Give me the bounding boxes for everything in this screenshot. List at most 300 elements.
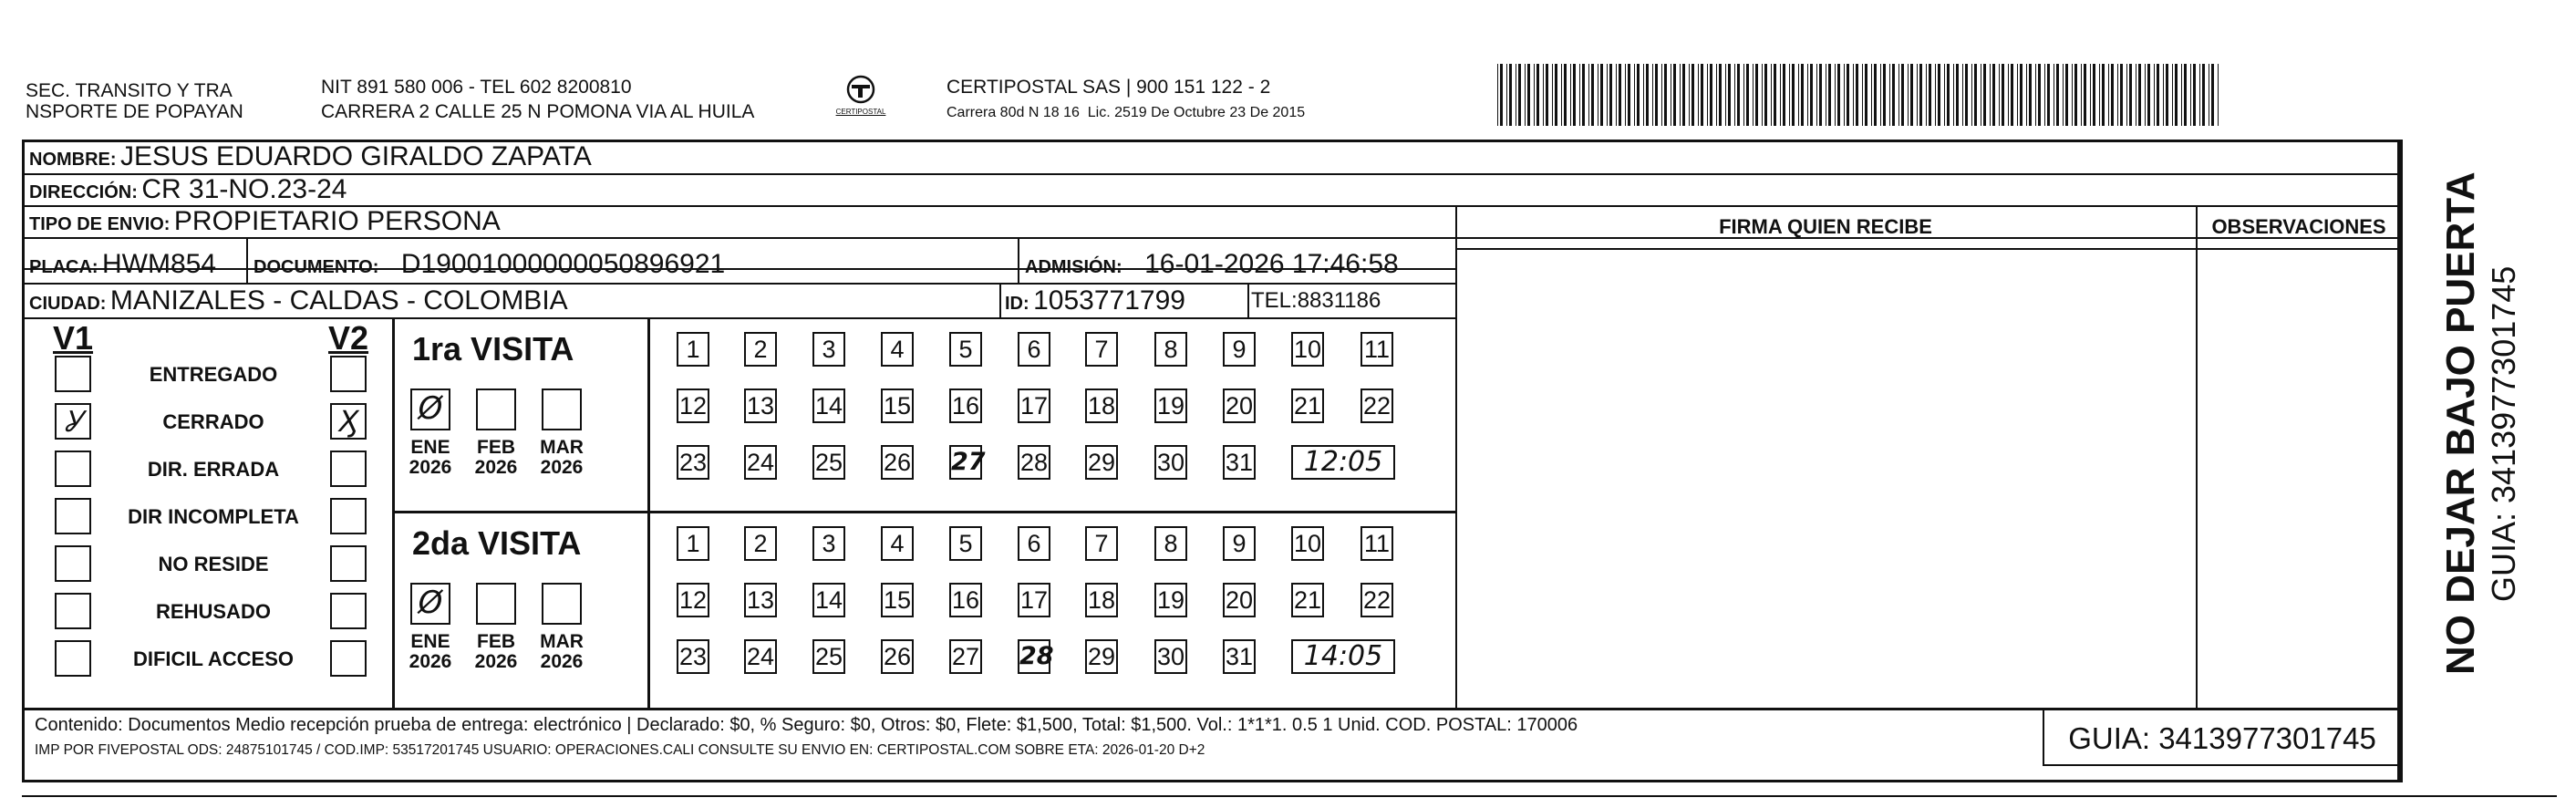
barcode-bar	[1874, 64, 1877, 126]
barcode-bar	[1570, 64, 1571, 126]
day-box[interactable]: 8	[1154, 526, 1187, 561]
day-box[interactable]: 9	[1223, 332, 1256, 367]
v1-checkbox[interactable]	[55, 451, 91, 487]
barcode-bar	[1743, 64, 1744, 126]
barcode-bar	[1543, 64, 1544, 126]
barcode-bar	[2157, 64, 2159, 126]
barcode-bar	[1661, 64, 1662, 126]
day-box[interactable]: 17	[1018, 388, 1050, 423]
placa-value: HWM854	[102, 249, 217, 279]
barcode-bar	[1652, 64, 1653, 126]
barcode-bar	[2063, 64, 2064, 126]
barcode-bar	[1880, 64, 1881, 126]
direccion-row	[29, 174, 347, 205]
month-name: MAR	[540, 437, 584, 458]
barcode-bar	[2044, 64, 2045, 126]
barcode-bar	[1734, 64, 1735, 126]
barcode-bar	[1698, 64, 1699, 126]
barcode-bar	[1810, 64, 1813, 126]
day-box[interactable]: 4	[881, 526, 914, 561]
barcode-bar	[1573, 64, 1576, 126]
barcode-bar	[2117, 64, 2118, 126]
month-checkbox[interactable]	[542, 583, 582, 625]
barcode-bar	[1546, 64, 1548, 126]
sender-nit: NIT 891 580 006 - TEL 602 8200810	[321, 77, 632, 98]
month-label	[534, 438, 589, 478]
barcode-bar	[1710, 64, 1712, 126]
direccion-label: DIRECCIÓN:	[29, 182, 138, 202]
barcode-bar	[1643, 64, 1644, 126]
month-checkbox[interactable]	[410, 583, 450, 625]
day-box[interactable]: 30	[1154, 445, 1187, 480]
day-box[interactable]: 16	[949, 388, 982, 423]
v2-checkbox[interactable]	[330, 403, 367, 440]
day-box[interactable]: 31	[1223, 639, 1256, 674]
barcode-bar	[2147, 64, 2150, 126]
barcode-bar	[1956, 64, 1959, 126]
barcode-bar	[2145, 64, 2146, 126]
barcode-bar	[2120, 64, 2123, 126]
day-box[interactable]: 5	[949, 332, 982, 367]
barcode-bar	[1753, 64, 1754, 126]
month-year: 2026	[474, 651, 518, 672]
checkmark-icon: Ø	[418, 585, 443, 621]
barcode-bar	[2093, 64, 2095, 126]
day-box[interactable]: 6	[1018, 332, 1050, 367]
barcode-bar	[1816, 64, 1817, 126]
barcode-bar	[2029, 64, 2032, 126]
admision-value: 16-01-2026 17:46:58	[1144, 249, 1399, 279]
month-name: MAR	[540, 631, 584, 652]
barcode-bar	[2056, 64, 2059, 126]
v1-checkbox[interactable]	[55, 403, 91, 440]
barcode-bar	[2102, 64, 2105, 126]
v2-checkbox[interactable]	[330, 451, 367, 487]
month-checkbox[interactable]	[410, 388, 450, 430]
day-box[interactable]: 4	[881, 332, 914, 367]
direccion-value: CR 31-NO.23-24	[141, 174, 347, 204]
barcode-bar	[2099, 64, 2100, 126]
barcode-bar	[1506, 64, 1507, 126]
day-box[interactable]: 2	[744, 526, 777, 561]
barcode-bar	[1728, 64, 1731, 126]
barcode-bar	[1755, 64, 1758, 126]
day-box[interactable]: 20	[1223, 388, 1256, 423]
status-label: DIFICIL ACCESO	[132, 647, 294, 670]
barcode-bar	[2108, 64, 2109, 126]
nombre-value: JESUS EDUARDO GIRALDO ZAPATA	[120, 141, 592, 171]
day-box[interactable]: 11	[1360, 526, 1393, 561]
month-checkbox[interactable]	[476, 583, 516, 625]
status-label: CERRADO	[162, 410, 264, 433]
day-box[interactable]: 25	[812, 445, 845, 480]
month-year: 2026	[540, 457, 584, 478]
v1-checkbox[interactable]	[55, 356, 91, 392]
barcode-bar	[1579, 64, 1580, 126]
barcode-bar	[2199, 64, 2200, 126]
month-name: ENE	[410, 437, 450, 458]
barcode-bar	[2166, 64, 2168, 126]
barcode-bar	[2111, 64, 2114, 126]
barcode-bar	[1853, 64, 1854, 126]
barcode-bar	[1582, 64, 1585, 126]
day-box[interactable]: 8	[1154, 332, 1187, 367]
ciudad-label: CIUDAD:	[29, 294, 107, 314]
day-box[interactable]: 3	[812, 526, 845, 561]
admision-field	[1025, 248, 1399, 281]
barcode-bar	[2218, 64, 2219, 126]
barcode-bar	[1862, 64, 1863, 126]
barcode-bar	[2138, 64, 2141, 126]
barcode-bar	[1625, 64, 1626, 126]
placa-label: PLACA:	[29, 257, 98, 277]
visit-title: 2da VISITA	[412, 524, 582, 562]
footer-contenido: Contenido: Documentos Medio recepción prueba de entrega: electrónico | Declarado: $0, % Seguro: $0, Otros: $0, Flete: $1,500, Total: $1,500. Vol.: 1*1*1. 0.5 1 Unid. COD. POSTAL: 170006	[35, 715, 1578, 735]
logo-text: CERTIPOSTAL	[835, 108, 886, 116]
barcode-bar	[1990, 64, 1991, 126]
ciudad-field	[29, 284, 568, 317]
tel-label: TEL:	[1251, 288, 1298, 313]
footer-imp: IMP POR FIVEPOSTAL ODS: 24875101745 / COD.IMP: 53517201745 USUARIO: OPERACIONES.CALI CONSULTE SU ENVIO EN: CERTIPOSTAL.COM SOBRE ETA: 2026-01-20 D+2	[35, 742, 1205, 758]
barcode-bar	[1634, 64, 1635, 126]
barcode-bar	[1664, 64, 1667, 126]
barcode-bar	[1926, 64, 1927, 126]
side-warning: NO DEJAR BAJO PUERTA	[2438, 171, 2483, 675]
day-box[interactable]: 16	[949, 583, 982, 617]
barcode-bar	[1871, 64, 1872, 126]
ciudad-value: MANIZALES - CALDAS - COLOMBIA	[109, 285, 568, 316]
barcode-bar	[2002, 64, 2004, 126]
barcode-bar	[1509, 64, 1512, 126]
month-label	[469, 438, 523, 478]
day-box[interactable]: 31	[1223, 445, 1256, 480]
day-box[interactable]: 15	[881, 583, 914, 617]
barcode	[1495, 64, 2225, 126]
barcode-bar	[1965, 64, 1968, 126]
barcode-bar	[1609, 64, 1612, 126]
barcode-bar	[1983, 64, 1986, 126]
month-label	[534, 632, 589, 672]
v1-checkbox[interactable]	[55, 545, 91, 582]
barcode-bar	[1591, 64, 1594, 126]
barcode-bar	[1929, 64, 1931, 126]
status-label: ENTREGADO	[149, 363, 278, 386]
barcode-bar	[1616, 64, 1617, 126]
day-box[interactable]: 21	[1291, 583, 1324, 617]
barcode-bar	[1892, 64, 1895, 126]
day-box[interactable]: 6	[1018, 526, 1050, 561]
status-label: REHUSADO	[156, 600, 271, 623]
day-box[interactable]: 2	[744, 332, 777, 367]
barcode-bar	[2011, 64, 2013, 126]
checkmark-icon: Ӽ	[338, 404, 358, 439]
barcode-bar	[2072, 64, 2073, 126]
month-year: 2026	[409, 457, 452, 478]
day-box[interactable]: 29	[1085, 639, 1118, 674]
barcode-bar	[1527, 64, 1530, 126]
month-label	[403, 632, 458, 672]
barcode-bar	[2081, 64, 2082, 126]
barcode-bar	[1619, 64, 1621, 126]
day-box[interactable]: 14	[812, 583, 845, 617]
day-box[interactable]: 20	[1223, 583, 1256, 617]
barcode-bar	[2038, 64, 2041, 126]
day-box[interactable]: 28	[1018, 639, 1050, 674]
status-label: DIR. ERRADA	[147, 458, 280, 481]
id-field	[1005, 284, 1185, 317]
day-box[interactable]: 9	[1223, 526, 1256, 561]
day-box[interactable]: 14	[812, 388, 845, 423]
observaciones-header: OBSERVACIONES	[2211, 215, 2386, 238]
day-box[interactable]: 23	[677, 445, 709, 480]
barcode-bar	[1646, 64, 1649, 126]
barcode-bar	[1564, 64, 1567, 126]
day-box[interactable]: 10	[1291, 526, 1324, 561]
barcode-bar	[1561, 64, 1562, 126]
barcode-bar	[1935, 64, 1936, 126]
barcode-bar	[1819, 64, 1822, 126]
barcode-bar	[1682, 64, 1685, 126]
month-label	[403, 438, 458, 478]
barcode-bar	[1901, 64, 1904, 126]
barcode-bar	[2026, 64, 2027, 126]
barcode-bar	[2154, 64, 2155, 126]
barcode-bar	[2084, 64, 2086, 126]
barcode-bar	[1600, 64, 1603, 126]
barcode-bar	[2035, 64, 2036, 126]
barcode-bar	[1588, 64, 1589, 126]
day-box[interactable]: 28	[1018, 445, 1050, 480]
barcode-bar	[2172, 64, 2173, 126]
day-box[interactable]: 17	[1018, 583, 1050, 617]
barcode-bar	[1944, 64, 1945, 126]
id-value: 1053771799	[1033, 285, 1185, 316]
barcode-bar	[1837, 64, 1840, 126]
day-box[interactable]: 7	[1085, 332, 1118, 367]
barcode-bar	[2090, 64, 2091, 126]
barcode-bar	[1910, 64, 1913, 126]
barcode-bar	[2184, 64, 2187, 126]
barcode-bar	[1917, 64, 1918, 126]
visit-time: 12:05	[1291, 445, 1395, 480]
barcode-bar	[1889, 64, 1890, 126]
day-box[interactable]: 26	[881, 639, 914, 674]
barcode-bar	[1774, 64, 1776, 126]
barcode-bar	[1637, 64, 1640, 126]
barcode-bar	[1828, 64, 1831, 126]
v2-checkbox[interactable]	[330, 640, 367, 677]
barcode-bar	[1628, 64, 1630, 126]
visit-time: 14:05	[1291, 639, 1395, 674]
day-box[interactable]: 26	[881, 445, 914, 480]
tel-field	[1251, 284, 1381, 317]
day-box[interactable]: 27	[949, 639, 982, 674]
day-box[interactable]: 25	[812, 639, 845, 674]
tipo-envio-value: PROPIETARIO PERSONA	[173, 206, 501, 236]
footer-guia: GUIA: 3413977301745	[2068, 721, 2376, 755]
barcode-bar	[2008, 64, 2009, 126]
barcode-bar	[1974, 64, 1977, 126]
barcode-bar	[1655, 64, 1658, 126]
barcode-bar	[1555, 64, 1557, 126]
v2-checkbox[interactable]	[330, 593, 367, 629]
barcode-bar	[1673, 64, 1676, 126]
barcode-bar	[1701, 64, 1703, 126]
barcode-bar	[2126, 64, 2127, 126]
barcode-bar	[1992, 64, 1995, 126]
day-box[interactable]: 24	[744, 445, 777, 480]
day-box[interactable]: 29	[1085, 445, 1118, 480]
id-label: ID:	[1005, 294, 1029, 314]
day-box[interactable]: 23	[677, 639, 709, 674]
day-box[interactable]: 15	[881, 388, 914, 423]
barcode-bar	[2211, 64, 2214, 126]
barcode-bar	[1737, 64, 1740, 126]
barcode-bar	[1746, 64, 1749, 126]
day-box[interactable]: 11	[1360, 332, 1393, 367]
barcode-bar	[1844, 64, 1845, 126]
month-year: 2026	[540, 651, 584, 672]
v2-checkbox[interactable]	[330, 356, 367, 392]
barcode-bar	[1801, 64, 1804, 126]
barcode-bar	[2017, 64, 2018, 126]
courier-license: Carrera 80d N 18 16 Lic. 2519 De Octubre 23 De 2015	[947, 105, 1306, 120]
v1-checkbox[interactable]	[55, 498, 91, 534]
barcode-bar	[1919, 64, 1922, 126]
barcode-bar	[1771, 64, 1772, 126]
day-box[interactable]: 22	[1360, 583, 1393, 617]
day-box[interactable]: 5	[949, 526, 982, 561]
barcode-bar	[1947, 64, 1950, 126]
barcode-bar	[1865, 64, 1867, 126]
tel-value: 8831186	[1297, 288, 1381, 313]
day-box[interactable]: 12	[677, 583, 709, 617]
barcode-bar	[1789, 64, 1790, 126]
barcode-bar	[1689, 64, 1690, 126]
barcode-bar	[2129, 64, 2132, 126]
barcode-bar	[1798, 64, 1799, 126]
barcode-bar	[1953, 64, 1954, 126]
barcode-bar	[2202, 64, 2205, 126]
day-box[interactable]: 19	[1154, 388, 1187, 423]
month-name: FEB	[477, 437, 515, 458]
barcode-bar	[2193, 64, 2196, 126]
month-checkbox[interactable]	[542, 388, 582, 430]
checkmark-icon: Ø	[418, 390, 443, 427]
day-box[interactable]: 10	[1291, 332, 1324, 367]
barcode-bar	[1780, 64, 1781, 126]
month-name: FEB	[477, 631, 515, 652]
barcode-bar	[1680, 64, 1681, 126]
barcode-bar	[1883, 64, 1886, 126]
checkmark-icon: Ỿ	[64, 404, 82, 439]
nombre-label: NOMBRE:	[29, 150, 117, 170]
barcode-bar	[2190, 64, 2191, 126]
barcode-bar	[1707, 64, 1708, 126]
v1-checkbox[interactable]	[55, 593, 91, 629]
day-box[interactable]: 22	[1360, 388, 1393, 423]
tipo-envio-row	[29, 206, 501, 237]
barcode-bar	[1552, 64, 1553, 126]
barcode-bar	[1691, 64, 1694, 126]
documento-value: D19001000000050896921	[400, 249, 726, 279]
day-box[interactable]: 13	[744, 388, 777, 423]
barcode-bar	[1762, 64, 1763, 126]
barcode-bar	[1725, 64, 1726, 126]
day-box[interactable]: 18	[1085, 388, 1118, 423]
certipostal-logo	[832, 71, 890, 126]
documento-label: DOCUMENTO:	[253, 257, 379, 277]
barcode-bar	[1783, 64, 1785, 126]
month-year: 2026	[409, 651, 452, 672]
nombre-row	[29, 140, 592, 173]
v2-label: V2	[328, 319, 369, 357]
barcode-bar	[1908, 64, 1909, 126]
barcode-bar	[2181, 64, 2182, 126]
v2-checkbox[interactable]	[330, 545, 367, 582]
v1-label: V1	[53, 319, 94, 357]
v1-checkbox[interactable]	[55, 640, 91, 677]
barcode-bar	[1835, 64, 1836, 126]
month-checkbox[interactable]	[476, 388, 516, 430]
firma-header: FIRMA QUIEN RECIBE	[1719, 215, 1932, 238]
barcode-bar	[2074, 64, 2077, 126]
barcode-bar	[1607, 64, 1608, 126]
month-name: ENE	[410, 631, 450, 652]
day-box[interactable]: 3	[812, 332, 845, 367]
day-box[interactable]: 1	[677, 332, 709, 367]
day-box[interactable]: 13	[744, 583, 777, 617]
barcode-bar	[1847, 64, 1849, 126]
day-box[interactable]: 24	[744, 639, 777, 674]
day-box[interactable]: 7	[1085, 526, 1118, 561]
visit-title: 1ra VISITA	[412, 330, 574, 368]
day-box[interactable]: 19	[1154, 583, 1187, 617]
month-label	[469, 632, 523, 672]
month-year: 2026	[474, 457, 518, 478]
courier-name: CERTIPOSTAL SAS | 900 151 122 - 2	[947, 77, 1271, 98]
barcode-bar	[1999, 64, 2000, 126]
barcode-bar	[2163, 64, 2164, 126]
status-label: NO RESIDE	[158, 553, 269, 575]
day-box[interactable]: 12	[677, 388, 709, 423]
status-label: DIR INCOMPLETA	[128, 505, 299, 528]
barcode-bar	[1856, 64, 1858, 126]
barcode-bar	[1500, 64, 1503, 126]
barcode-bar	[1898, 64, 1899, 126]
barcode-bar	[1719, 64, 1722, 126]
day-box[interactable]: 18	[1085, 583, 1118, 617]
admision-label: ADMISIÓN:	[1025, 257, 1122, 277]
day-box[interactable]: 21	[1291, 388, 1324, 423]
barcode-bar	[1518, 64, 1521, 126]
barcode-bar	[1938, 64, 1940, 126]
barcode-bar	[2020, 64, 2023, 126]
sender-name-line2: NSPORTE DE POPAYAN	[26, 101, 243, 122]
barcode-bar	[1792, 64, 1795, 126]
tipo-envio-label: TIPO DE ENVIO:	[29, 214, 171, 234]
barcode-bar	[1962, 64, 1963, 126]
barcode-bar	[1536, 64, 1539, 126]
documento-field	[253, 248, 725, 281]
barcode-bar	[2065, 64, 2068, 126]
day-box[interactable]: 1	[677, 526, 709, 561]
day-box[interactable]: 30	[1154, 639, 1187, 674]
day-box[interactable]: 27	[949, 445, 982, 480]
sender-address: CARRERA 2 CALLE 25 N POMONA VIA AL HUILA	[321, 101, 755, 122]
barcode-bar	[1525, 64, 1526, 126]
v2-checkbox[interactable]	[330, 498, 367, 534]
